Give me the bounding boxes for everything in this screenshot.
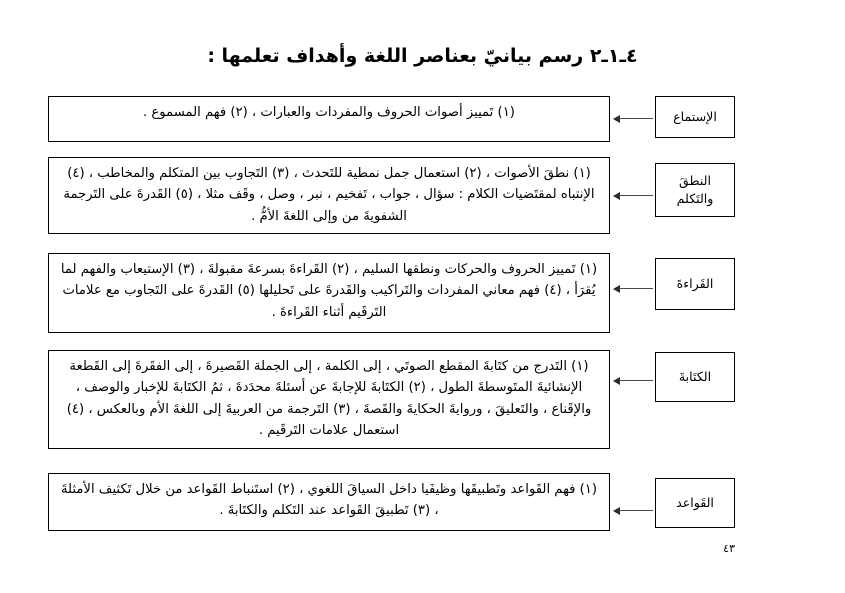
content-box-writing <box>48 350 610 449</box>
label-text-grammar: القَواعد <box>676 494 714 510</box>
arrow-left-icon-grammar <box>613 505 653 516</box>
content-text-reading: (١) تَمييز الحروف والحركات ونطقها السليم ، (٢) القَراءةَ بسرعةَ مقبولةَ ، (٣) الإستيعاب والفهم لما يُقرَأ ، (٤) فهم معاني المفردات والتَراكيب والقَدرةَ على تَحليلها (٥) القَدرةَ على التَجاوب مع علامات التَرقَيم أثناء القَراءةَ . <box>60 262 598 320</box>
content-text-listening: (١) تَمييز أصوات الحروف والمفردات والعبارات ، (٢) فهم المسموع . <box>143 105 515 120</box>
content-text-pronunciation-and-speaking: (١) نطقَ الأصوات ، (٢) استعمال جمل نمطية للتَحدث ، (٣) التَجاوب بين المتكلم والمخاطب ، (٤) الإنتباه لمقتَضيات الكلام : سؤال ، جواب ، تَفخيم ، نبر ، وصل ، وقَف مثلا ، (٥) القَدرةَ على التَرجمة الشفويةَ من وإلى اللغةَ الأمُّ . <box>63 166 595 224</box>
label-text-pronunciation-and-speaking: النطقَ والتَكلم <box>676 172 714 206</box>
arrow-left-icon-pronunciation-and-speaking <box>613 190 653 201</box>
arrow-left-icon-listening <box>613 113 653 124</box>
label-box-reading <box>655 258 735 310</box>
page-title: ٤ـ١ـ٢ رسم بيانيّ بعناصر اللغة وأهداف تعلمها : <box>207 45 638 67</box>
label-text-listening: الإستماع <box>673 108 717 124</box>
label-box-listening <box>655 96 735 138</box>
content-text-writing: (١) التَدرج من كتَابةَ المقطع الصوتَي ، إلى الكلمة ، إلى الجملة القَصيرةَ ، إلى الفقَرةَ إلى القَطعة الإنشائيةَ المتَوسطةَ الطول ، (٢) الكتَابةَ للإجابةَ عن أسئلةَ محدَدةَ ، ثمُ الكتَابةَ للإخبار والوصف ، والإقَناع ، والتَعليقَ ، وروايةَ الحكايةَ والقَصةَ ، (٣) التَرجمة من العربيةَ إلى اللغةَ الأم وبالعكس ، (٤) استعمال علامات التَرقَيم . <box>66 359 592 439</box>
content-box-grammar <box>48 473 610 531</box>
arrow-left-icon-reading <box>613 283 653 294</box>
label-text-reading: القَراءةَ <box>676 275 714 291</box>
label-box-pronunciation-and-speaking <box>655 163 735 217</box>
content-box-pronunciation-and-speaking <box>48 157 610 234</box>
content-box-listening <box>48 96 610 142</box>
arrow-left-icon-writing <box>613 375 653 386</box>
content-box-reading <box>48 253 610 333</box>
label-box-grammar <box>655 478 735 528</box>
label-text-writing: الكتَابةَ <box>678 368 712 384</box>
content-text-grammar: (١) فهم القَواعد وتَطبيقَها وظيفَيا داخل السياقَ اللغوي ، (٢) استَنباط القَواعد من خلال تَكثيف الأمثلةَ ، (٣) تَطبيقَ القَواعد عند التَكلم والكتَابةَ . <box>60 482 598 519</box>
label-box-writing <box>655 352 735 402</box>
page-number: ٤٣ <box>723 542 735 555</box>
